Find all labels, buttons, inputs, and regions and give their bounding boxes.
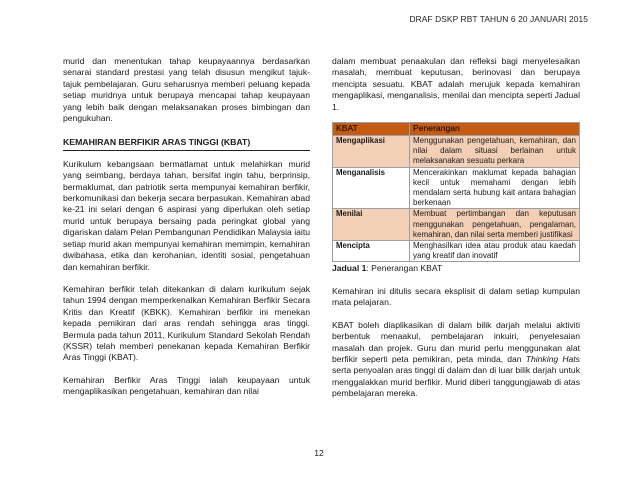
table-caption bbox=[332, 263, 580, 274]
left-paragraph-2: Kurikulum kebangsaan bermatlamat untuk melahirkan murid yang seimbang, berdaya tahan, bersifat ingin tahu, berprinsip, bermaklumat, dan patriotik serta mempunyai kemahiran berfikir, berkomunikasi dan bekerja secara berpasukan. Kemahiran abad ke-21 ini selari dengan 6 aspirasi yang diperlukan oleh setiap murid untuk berupaya bersaing pada peringkat global yang digariskan dalam Pelan Pembangunan Pendidikan Malaysia iaitu setiap murid akan mempunyai kemahiran memimpin, kemahiran dwibahasa, etika dan kerohanian, identiti sosial, pengetahuan dan kemahiran berfikir. bbox=[63, 158, 310, 272]
kbat-table bbox=[332, 122, 580, 262]
table-row bbox=[333, 136, 580, 168]
right-column bbox=[332, 56, 580, 400]
running-header: DRAF DSKP RBT TAHUN 6 20 JANUARI 2015 bbox=[409, 14, 588, 24]
table-row bbox=[333, 209, 580, 241]
table-term: Mencipta bbox=[333, 241, 410, 262]
table-header-penerangan: Penerangan bbox=[410, 123, 580, 136]
left-column bbox=[63, 56, 310, 398]
table-term: Menilai bbox=[333, 209, 410, 241]
left-paragraph-4: Kemahiran Berfikir Aras Tinggi ialah keupayaan untuk mengaplikasikan pengetahuan, kemahiran dan nilai bbox=[63, 374, 310, 397]
page-number: 12 bbox=[314, 448, 324, 458]
right-paragraph-3 bbox=[332, 320, 580, 400]
section-title: KEMAHIRAN BERFIKIR ARAS TINGGI (KBAT) bbox=[63, 137, 310, 150]
table-term: Menganalisis bbox=[333, 167, 410, 209]
table-desc: Mencerakinkan maklumat kepada bahagian kecil untuk memahami dengan lebih mendalam serta hubung kait antara bahagian berkenaan bbox=[410, 167, 580, 209]
table-row bbox=[333, 167, 580, 209]
table-caption-text: : Penerangan KBAT bbox=[366, 263, 443, 274]
table-row bbox=[333, 241, 580, 262]
table-desc: Membuat pertimbangan dan keputusan menggunakan pengetahuan, pengalaman, kemahiran, dan nilai serta memberi justifikasi bbox=[410, 209, 580, 241]
right-paragraph-1: dalam membuat penaakulan dan refleksi bagi menyelesaikan masalah, membuat keputusan, berinovasi dan berupaya mencipta sesuatu. KBAT adalah merujuk kepada kemahiran mengaplikasi, menganalisis, menilai dan mencipta seperti Jadual 1. bbox=[332, 56, 580, 112]
table-desc: Menghasilkan idea atau produk atau kaedah yang kreatif dan inovatif bbox=[410, 241, 580, 262]
right-paragraph-3-part-2: serta penyoalan aras tinggi di dalam dan di luar bilik darjah untuk menggalakkan murid berfikir. Murid diberi tanggungjawab di atas pembelajaran mereka. bbox=[332, 365, 580, 399]
right-paragraph-2: Kemahiran ini ditulis secara eksplisit di dalam setiap kumpulan mata pelajaran. bbox=[332, 285, 580, 308]
left-paragraph-1: murid dan menentukan tahap keupayaannya berdasarkan senarai standard prestasi yang telah disusun mengikut tajuk-tajuk pembelajaran. Guru seharusnya memberi peluang kepada setiap muridnya untuk berupaya mencapai tahap keupayaan yang lebih baik dengan melaksanakan proses bimbingan dan pengukuhan. bbox=[63, 56, 310, 124]
thinking-hats-term: Thinking Hats bbox=[525, 353, 580, 364]
table-caption-label: Jadual 1 bbox=[332, 263, 367, 274]
left-paragraph-3: Kemahiran berfikir telah ditekankan di dalam kurikulum sejak tahun 1994 dengan memperkenalkan Kemahiran Berfikir Secara Kritis dan Kreatif (KBKK). Kemahiran berfikir ini menekan kepada pemikiran dari aras rendah sehingga aras tinggi. Bermula pada tahun 2011, Kurikulum Standard Sekolah Rendah (KSSR) telah memberi penekanan kepada Kemahiran Berfikir Aras Tinggi (KBAT). bbox=[63, 283, 310, 363]
table-desc: Menggunakan pengetahuan, kemahiran, dan nilai dalam situasi berlainan untuk melaksanakan sesuatu perkara bbox=[410, 136, 580, 168]
table-header-kbat: KBAT bbox=[333, 123, 410, 136]
table-term: Mengaplikasi bbox=[333, 136, 410, 168]
right-paragraph-3-part-1: KBAT boleh diaplikasikan di dalam bilik darjah melalui aktiviti berbentuk menaakul, pembelajaran inkuiri, penyelesaian masalah dan projek. Guru dan murid perlu menggunakan alat berfikir seperti peta pemikiran, peta minda, dan bbox=[332, 319, 580, 364]
